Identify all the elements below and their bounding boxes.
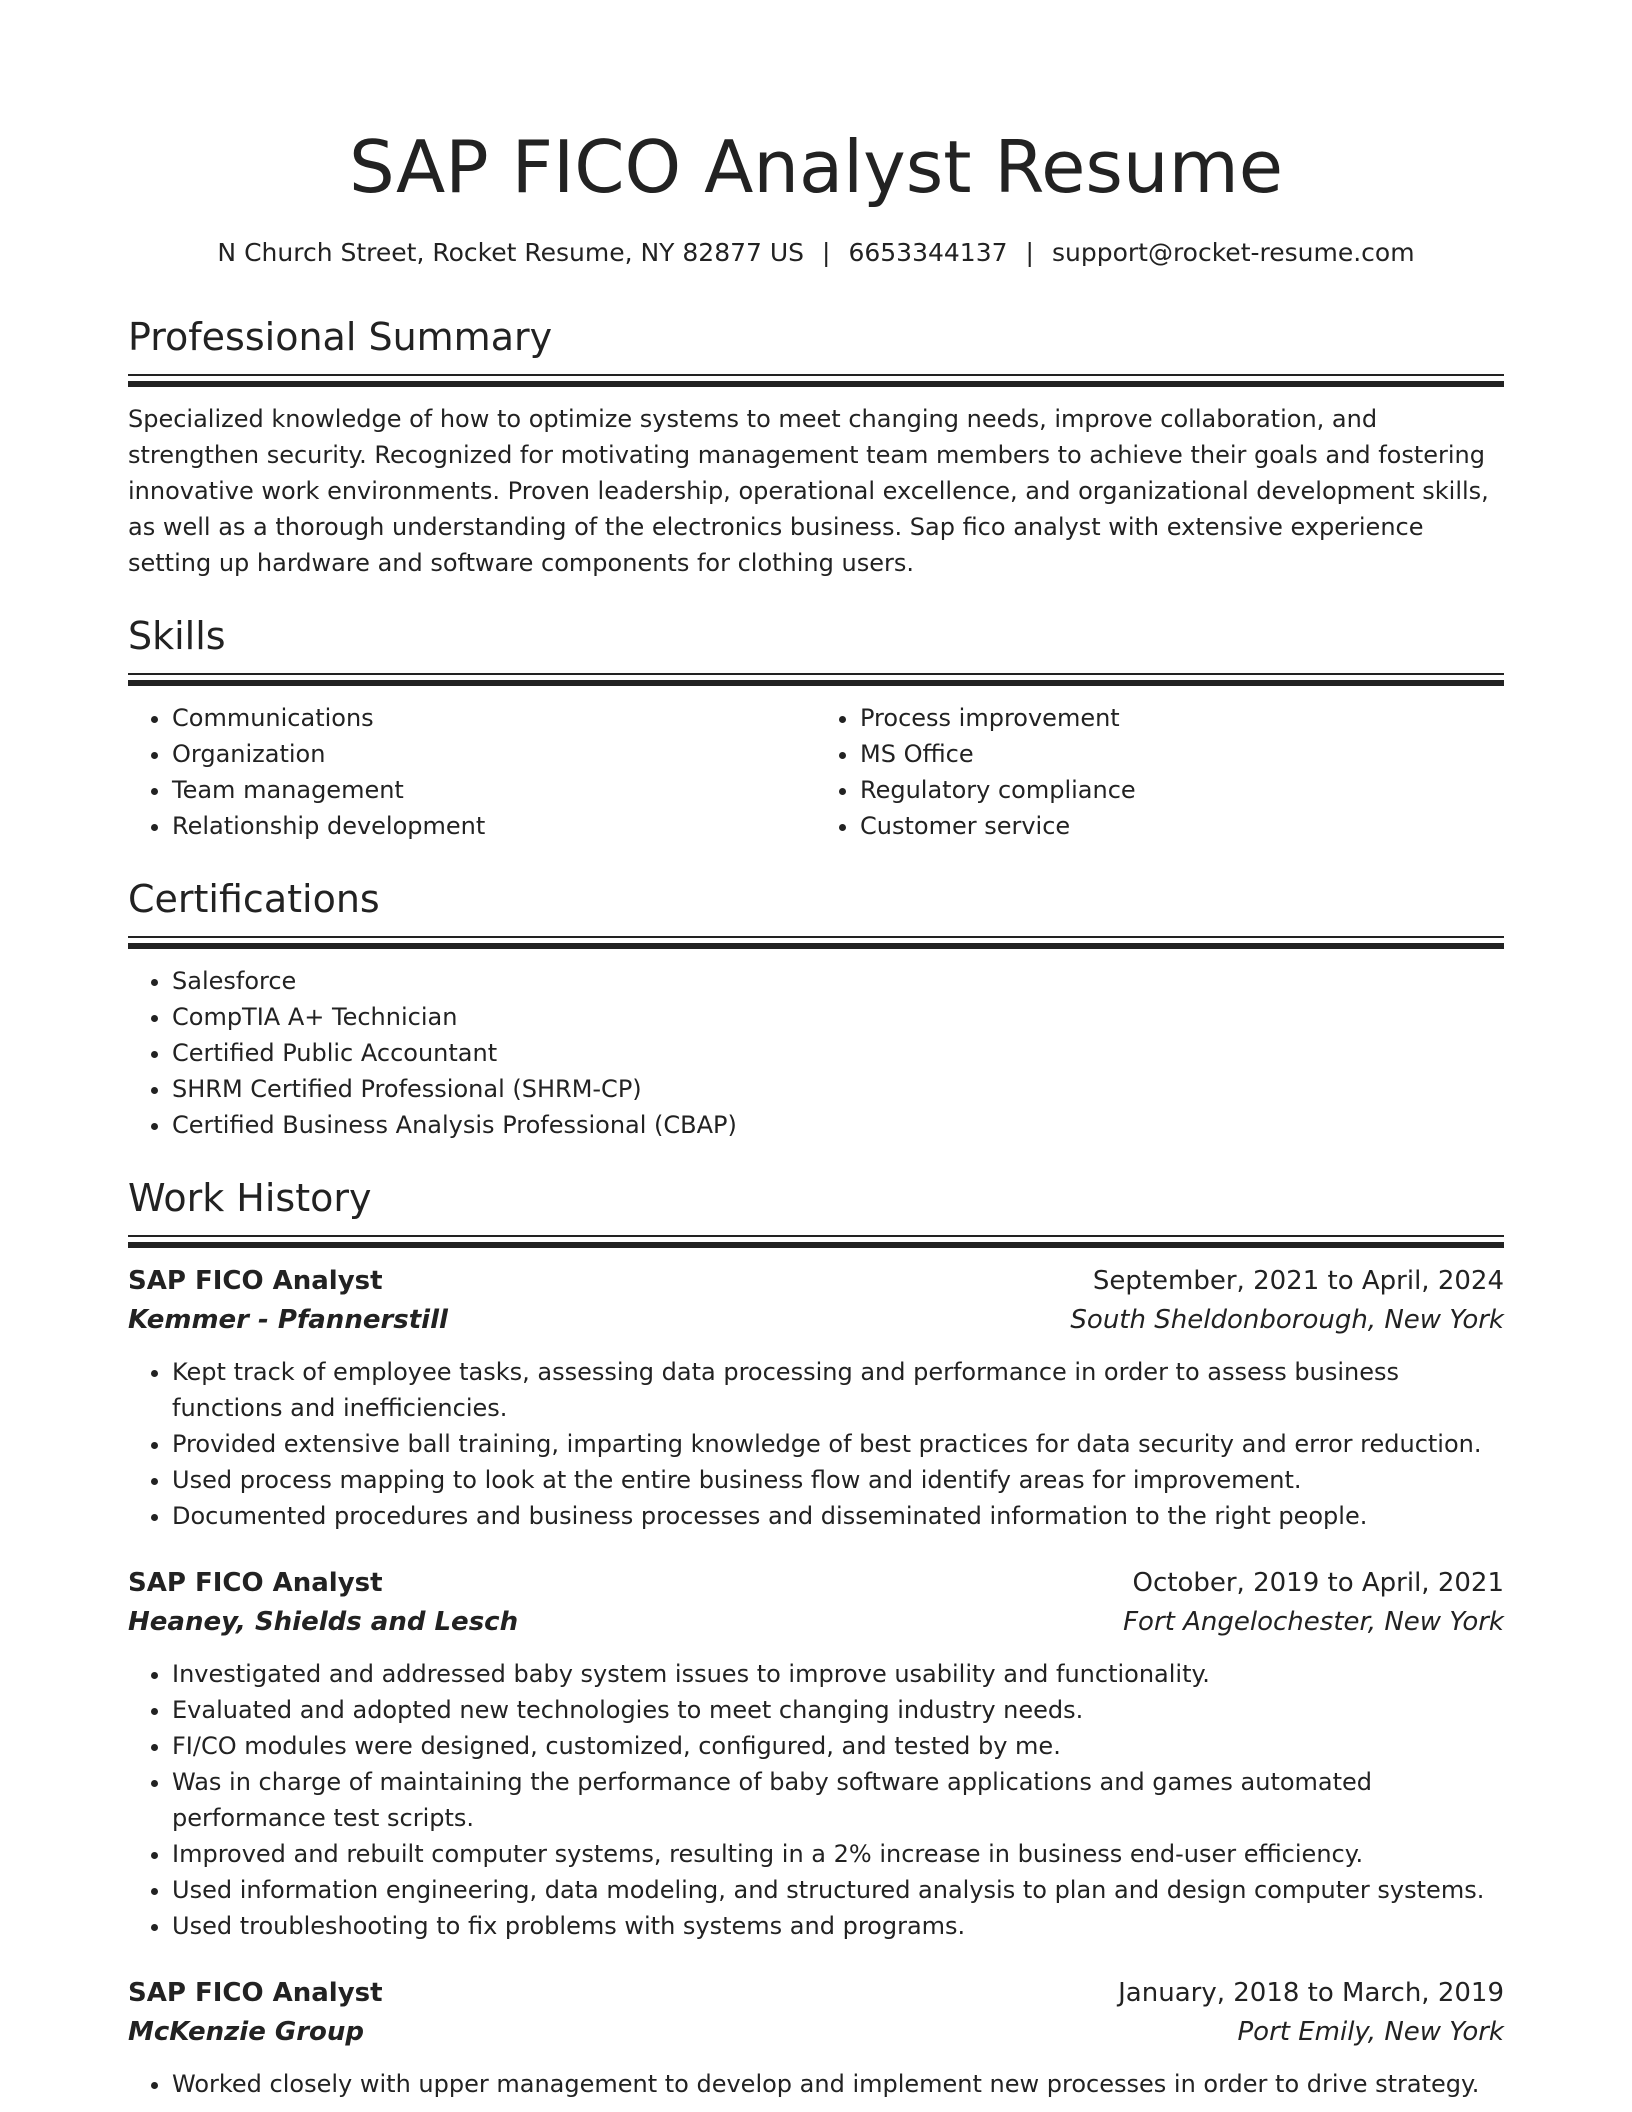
contact-email: support@rocket-resume.com: [1051, 238, 1415, 267]
skill-item: • MS Office: [860, 736, 1504, 772]
contact-address: N Church Street, Rocket Resume, NY 82877 US: [217, 238, 805, 267]
job-company: McKenzie Group: [128, 2017, 365, 2047]
section-heading-summary: Professional Summary: [128, 315, 553, 359]
job-bullet: • Evaluated and adopted new technologies to meet changing industry needs.: [172, 1692, 1504, 1728]
skill-item: • Communications: [172, 700, 816, 736]
job-bullets: [128, 1354, 1504, 1534]
certification-item: • Certified Public Accountant: [172, 1035, 1504, 1071]
section-heading-skills: Skills: [128, 614, 226, 658]
skills-list-right: [816, 700, 1504, 844]
job-header: [128, 1262, 1504, 1301]
job-subheader: [128, 1301, 1504, 1340]
job-dates: September, 2021 to April, 2024: [1092, 1266, 1504, 1296]
skills-columns: [128, 700, 1504, 844]
certifications-section: [128, 876, 1504, 1143]
job-header: [128, 1564, 1504, 1603]
section-divider: [128, 1235, 1504, 1248]
skill-item: • Regulatory compliance: [860, 772, 1504, 808]
job-location: Fort Angelochester, New York: [1123, 1607, 1504, 1637]
certifications-list: [128, 963, 1504, 1143]
contact-separator: |: [822, 238, 831, 267]
work-history-section: [128, 1175, 1504, 2102]
job-header: [128, 1974, 1504, 2013]
job-title: SAP FICO Analyst: [128, 1568, 383, 1598]
summary-text: Specialized knowledge of how to optimize systems to meet changing needs, improve collaboration, and strengthen security. Recognized for motivating management team members to achieve their goals and fostering innovative work environments. Proven leadership, operational excellence, and organizational development skills, as well as a thorough understanding of the electronics business. Sap fico analyst with extensive experience setting up hardware and software components for clothing users.: [128, 405, 1489, 577]
job-entry: [128, 1262, 1504, 1534]
job-bullet: • Provided extensive ball training, imparting knowledge of best practices for data security and error reduction.: [172, 1426, 1504, 1462]
job-dates: October, 2019 to April, 2021: [1132, 1568, 1504, 1598]
job-bullets: [128, 1656, 1504, 1944]
job-title: SAP FICO Analyst: [128, 1978, 383, 2008]
job-bullet: • Used troubleshooting to fix problems with systems and programs.: [172, 1908, 1504, 1944]
job-subheader: [128, 1603, 1504, 1642]
job-bullet: • Was in charge of maintaining the performance of baby software applications and games automated performance test scripts.: [172, 1764, 1504, 1836]
skill-item: • Team management: [172, 772, 816, 808]
page-title: SAP FICO Analyst Resume: [349, 125, 1283, 209]
contact-line: [128, 236, 1504, 270]
contact-separator: |: [1025, 238, 1034, 267]
job-subheader: [128, 2013, 1504, 2052]
certification-item: • CompTIA A+ Technician: [172, 999, 1504, 1035]
section-divider: [128, 673, 1504, 686]
job-bullet: • Worked closely with upper management to develop and implement new processes in order to drive strategy.: [172, 2066, 1504, 2102]
job-bullet: • Investigated and addressed baby system issues to improve usability and functionality.: [172, 1656, 1504, 1692]
section-heading-work-history: Work History: [128, 1176, 372, 1220]
job-bullet: • Used process mapping to look at the entire business flow and identify areas for improvement.: [172, 1462, 1504, 1498]
job-entry: [128, 1974, 1504, 2102]
skill-item: • Process improvement: [860, 700, 1504, 736]
job-bullet: • FI/CO modules were designed, customized, configured, and tested by me.: [172, 1728, 1504, 1764]
section-heading-certifications: Certifications: [128, 877, 380, 921]
job-company: Kemmer - Pfannerstill: [128, 1305, 448, 1335]
job-bullets: [128, 2066, 1504, 2102]
job-company: Heaney, Shields and Lesch: [128, 1607, 519, 1637]
job-title: SAP FICO Analyst: [128, 1266, 383, 1296]
skill-item: • Customer service: [860, 808, 1504, 844]
job-bullet: • Documented procedures and business processes and disseminated information to the right people.: [172, 1498, 1504, 1534]
skills-section: [128, 613, 1504, 844]
job-bullet: • Improved and rebuilt computer systems, resulting in a 2% increase in business end-user efficiency.: [172, 1836, 1504, 1872]
job-bullet: • Used information engineering, data modeling, and structured analysis to plan and design computer systems.: [172, 1872, 1504, 1908]
certification-item: • Salesforce: [172, 963, 1504, 999]
section-divider: [128, 936, 1504, 949]
section-divider: [128, 374, 1504, 387]
job-location: Port Emily, New York: [1237, 2017, 1504, 2047]
job-entry: [128, 1564, 1504, 1944]
skill-item: • Relationship development: [172, 808, 816, 844]
skill-item: • Organization: [172, 736, 816, 772]
certification-item: • Certified Business Analysis Professional (CBAP): [172, 1107, 1504, 1143]
summary-section: [128, 314, 1504, 581]
certification-item: • SHRM Certified Professional (SHRM-CP): [172, 1071, 1504, 1107]
contact-phone: 6653344137: [848, 238, 1008, 267]
skills-list-left: [128, 700, 816, 844]
job-bullet: • Kept track of employee tasks, assessing data processing and performance in order to assess business functions and inefficiencies.: [172, 1354, 1504, 1426]
job-dates: January, 2018 to March, 2019: [1118, 1978, 1504, 2008]
job-location: South Sheldonborough, New York: [1070, 1305, 1504, 1335]
